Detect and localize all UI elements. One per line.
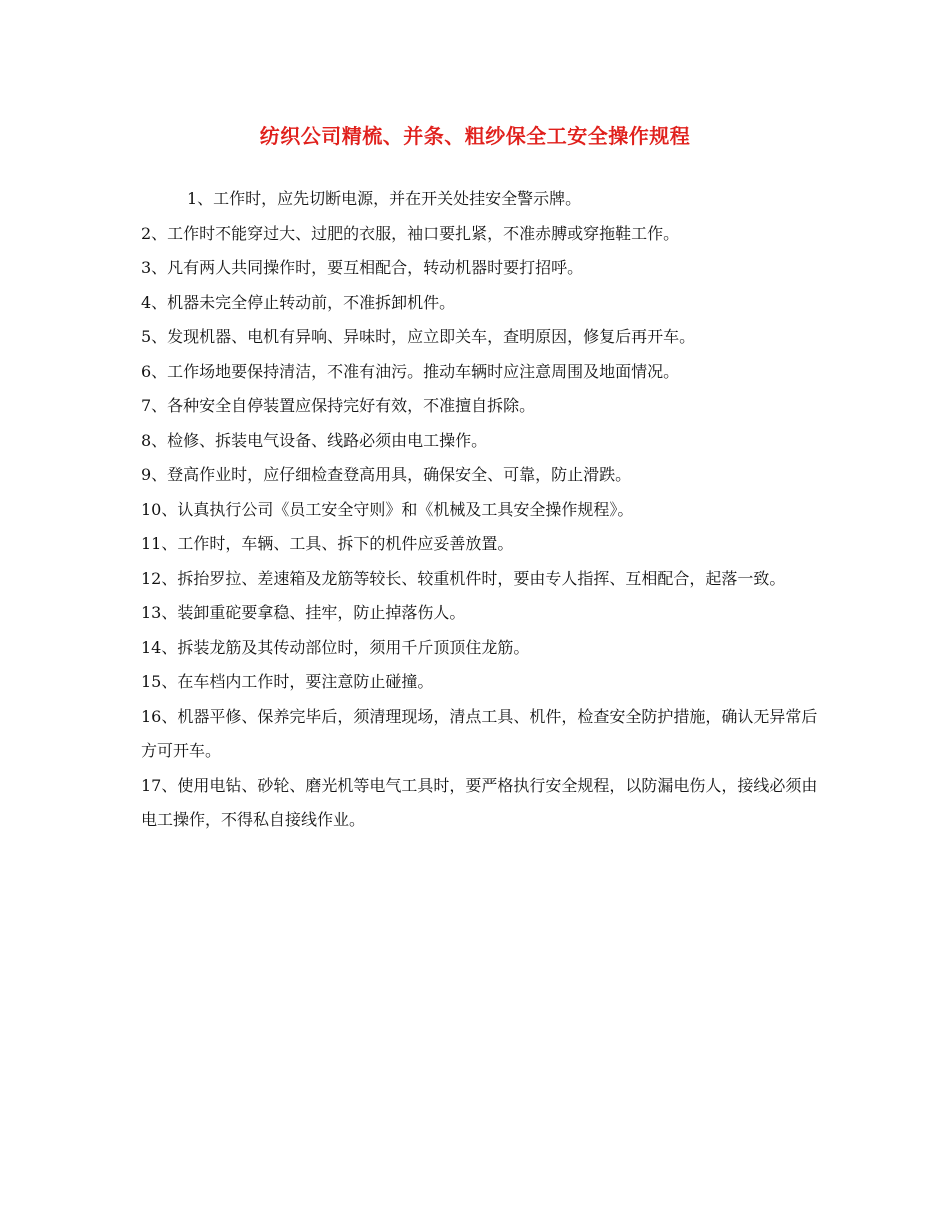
rule-item-8: 8、检修、拆装电气设备、线路必须由电工操作。 bbox=[141, 430, 488, 450]
rule-item-17: 17、使用电钻、砂轮、磨光机等电气工具时，要严格执行安全规程，以防漏电伤人，接线必须由电工操作，不得私自接线作业。 bbox=[141, 775, 818, 829]
rule-item-12: 12、拆抬罗拉、差速箱及龙筋等较长、较重机件时，要由专人指挥、互相配合，起落一致。 bbox=[141, 568, 786, 588]
rule-item-6: 6、工作场地要保持清洁，不准有油污。推动车辆时应注意周围及地面情况。 bbox=[141, 361, 680, 381]
rule-item-2: 2、工作时不能穿过大、过肥的衣服，袖口要扎紧，不准赤膊或穿拖鞋工作。 bbox=[141, 223, 680, 243]
rule-item-13: 13、装卸重砣要拿稳、挂牢，防止掉落伤人。 bbox=[141, 603, 466, 622]
rule-item-1: 1、工作时，应先切断电源，并在开关处挂安全警示牌。 bbox=[187, 189, 582, 208]
rule-item-11: 11、工作时，车辆、工具、拆下的机件应妥善放置。 bbox=[141, 534, 514, 553]
safety-rules-list bbox=[141, 182, 831, 838]
rule-item-14: 14、拆装龙筋及其传动部位时，须用千斤顶顶住龙筋。 bbox=[141, 637, 530, 657]
document-title: 纺织公司精梳、并条、粗纱保全工安全操作规程 bbox=[259, 124, 691, 148]
rule-item-3: 3、凡有两人共同操作时，要互相配合，转动机器时要打招呼。 bbox=[141, 258, 584, 277]
rule-item-9: 9、登高作业时，应仔细检查登高用具，确保安全、可靠，防止滑跌。 bbox=[141, 465, 632, 484]
rule-item-5: 5、发现机器、电机有异响、异味时，应立即关车，查明原因，修复后再开车。 bbox=[141, 327, 696, 346]
rule-item-15: 15、在车档内工作时，要注意防止碰撞。 bbox=[141, 672, 434, 691]
rule-item-7: 7、各种安全自停装置应保持完好有效，不准擅自拆除。 bbox=[141, 396, 536, 415]
rule-item-16: 16、机器平修、保养完毕后，须清理现场，清点工具、机件，检查安全防护措施，确认无异常后方可开车。 bbox=[141, 706, 818, 760]
rule-item-4: 4、机器未完全停止转动前，不准拆卸机件。 bbox=[141, 292, 456, 312]
rule-item-10: 10、认真执行公司《员工安全守则》和《机械及工具安全操作规程》。 bbox=[141, 499, 634, 519]
